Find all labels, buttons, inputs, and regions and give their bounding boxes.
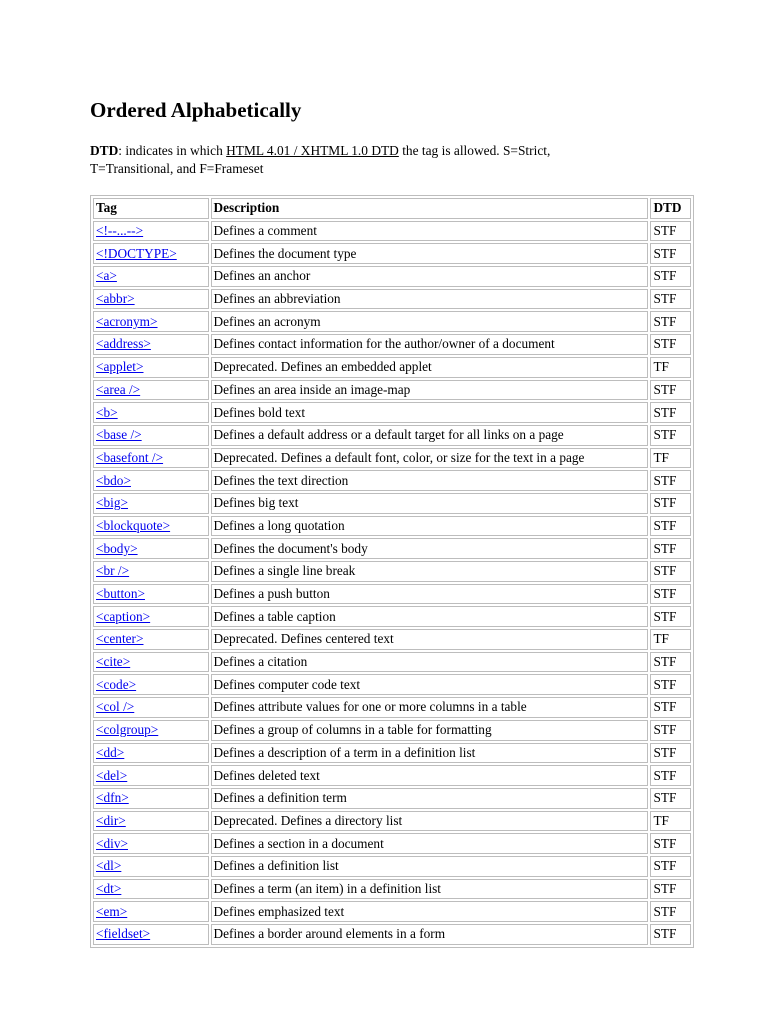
tag-cell bbox=[93, 629, 209, 650]
table-row bbox=[93, 266, 691, 287]
dtd-cell: STF bbox=[650, 743, 691, 764]
table-row bbox=[93, 380, 691, 401]
tag-link[interactable]: <abbr> bbox=[96, 291, 135, 307]
header-dtd: DTD bbox=[650, 198, 691, 219]
description-cell: Deprecated. Defines an embedded applet bbox=[211, 357, 649, 378]
table-row bbox=[93, 833, 691, 854]
dtd-cell: STF bbox=[650, 856, 691, 877]
description-cell: Defines emphasized text bbox=[211, 901, 649, 922]
tag-link[interactable]: <code> bbox=[96, 676, 137, 692]
table-row bbox=[93, 425, 691, 446]
tag-link[interactable]: <em> bbox=[96, 903, 128, 919]
tag-cell bbox=[93, 470, 209, 491]
dtd-label: DTD bbox=[90, 143, 119, 158]
tag-link[interactable]: <dt> bbox=[96, 880, 122, 896]
description-cell: Defines an area inside an image-map bbox=[211, 380, 649, 401]
tag-cell bbox=[93, 720, 209, 741]
dtd-cell: STF bbox=[650, 561, 691, 582]
description-cell: Deprecated. Defines a directory list bbox=[211, 811, 649, 832]
description-cell: Defines the document type bbox=[211, 243, 649, 264]
dtd-cell: STF bbox=[650, 584, 691, 605]
intro-line-two: T=Transitional, and F=Frameset bbox=[90, 161, 264, 176]
intro-text-before-link: : indicates in which bbox=[118, 143, 227, 158]
tag-link[interactable]: <center> bbox=[96, 631, 144, 647]
table-row bbox=[93, 652, 691, 673]
tag-cell bbox=[93, 901, 209, 922]
tag-cell bbox=[93, 493, 209, 514]
tag-link[interactable]: <blockquote> bbox=[96, 517, 171, 533]
description-cell: Defines a definition term bbox=[211, 788, 649, 809]
description-cell: Defines deleted text bbox=[211, 765, 649, 786]
dtd-cell: STF bbox=[650, 516, 691, 537]
dtd-cell: STF bbox=[650, 311, 691, 332]
description-cell: Defines an acronym bbox=[211, 311, 649, 332]
table-row bbox=[93, 470, 691, 491]
dtd-cell: STF bbox=[650, 493, 691, 514]
description-cell: Defines the text direction bbox=[211, 470, 649, 491]
tag-link[interactable]: <area /> bbox=[96, 381, 141, 397]
tag-cell bbox=[93, 765, 209, 786]
table-row bbox=[93, 221, 691, 242]
page-title: Ordered Alphabetically bbox=[90, 98, 302, 122]
table-row bbox=[93, 311, 691, 332]
table-row bbox=[93, 720, 691, 741]
tag-cell bbox=[93, 674, 209, 695]
dtd-cell: STF bbox=[650, 243, 691, 264]
tag-link[interactable]: <big> bbox=[96, 495, 128, 511]
dtd-cell: TF bbox=[650, 811, 691, 832]
tag-cell bbox=[93, 743, 209, 764]
tag-link[interactable]: <body> bbox=[96, 540, 138, 556]
description-cell: Defines a citation bbox=[211, 652, 649, 673]
dtd-cell: STF bbox=[650, 221, 691, 242]
document-page bbox=[90, 96, 694, 948]
dtd-cell: STF bbox=[650, 901, 691, 922]
tag-cell bbox=[93, 879, 209, 900]
tag-link[interactable]: <div> bbox=[96, 835, 128, 851]
dtd-cell: STF bbox=[650, 924, 691, 945]
table-row bbox=[93, 357, 691, 378]
description-cell: Defines an abbreviation bbox=[211, 289, 649, 310]
tag-cell bbox=[93, 811, 209, 832]
tag-link[interactable]: <b> bbox=[96, 404, 118, 420]
tag-cell bbox=[93, 606, 209, 627]
table-row bbox=[93, 811, 691, 832]
table-body bbox=[93, 221, 691, 945]
tag-cell bbox=[93, 402, 209, 423]
tag-link[interactable]: <caption> bbox=[96, 608, 151, 624]
table-row bbox=[93, 289, 691, 310]
dtd-cell: STF bbox=[650, 652, 691, 673]
dtd-cell: STF bbox=[650, 697, 691, 718]
description-cell: Defines a long quotation bbox=[211, 516, 649, 537]
header-description: Description bbox=[211, 198, 649, 219]
tag-cell bbox=[93, 924, 209, 945]
table-row bbox=[93, 743, 691, 764]
description-cell: Defines an anchor bbox=[211, 266, 649, 287]
tag-link[interactable]: <dfn> bbox=[96, 790, 129, 806]
tag-link[interactable]: <basefont /> bbox=[96, 449, 164, 465]
dtd-cell: STF bbox=[650, 470, 691, 491]
table-row bbox=[93, 334, 691, 355]
table-row bbox=[93, 856, 691, 877]
tag-link[interactable]: <bdo> bbox=[96, 472, 131, 488]
table-row bbox=[93, 788, 691, 809]
description-cell: Defines big text bbox=[211, 493, 649, 514]
header-tag: Tag bbox=[93, 198, 209, 219]
tag-cell bbox=[93, 221, 209, 242]
dtd-cell: STF bbox=[650, 266, 691, 287]
dtd-cell: STF bbox=[650, 833, 691, 854]
tag-link[interactable]: <button> bbox=[96, 586, 145, 602]
tag-link[interactable]: <del> bbox=[96, 767, 128, 783]
description-cell: Defines a push button bbox=[211, 584, 649, 605]
tag-link[interactable]: <acronym> bbox=[96, 313, 158, 329]
table-row bbox=[93, 629, 691, 650]
tag-link[interactable]: <applet> bbox=[96, 359, 144, 375]
table-row bbox=[93, 538, 691, 559]
description-cell: Defines a group of columns in a table for formatting bbox=[211, 720, 649, 741]
tag-cell bbox=[93, 357, 209, 378]
description-cell: Defines a definition list bbox=[211, 856, 649, 877]
tag-cell bbox=[93, 856, 209, 877]
description-cell: Defines a section in a document bbox=[211, 833, 649, 854]
dtd-cell: STF bbox=[650, 720, 691, 741]
table-row bbox=[93, 924, 691, 945]
tag-link[interactable]: <colgroup> bbox=[96, 722, 159, 738]
table-row bbox=[93, 697, 691, 718]
tag-cell bbox=[93, 516, 209, 537]
dtd-reference-link[interactable]: HTML 4.01 / XHTML 1.0 DTD bbox=[226, 143, 399, 158]
tag-cell bbox=[93, 380, 209, 401]
tag-cell bbox=[93, 289, 209, 310]
description-cell: Defines bold text bbox=[211, 402, 649, 423]
description-cell: Defines attribute values for one or more columns in a table bbox=[211, 697, 649, 718]
table-row bbox=[93, 879, 691, 900]
description-cell: Defines a single line break bbox=[211, 561, 649, 582]
tag-cell bbox=[93, 425, 209, 446]
tag-cell bbox=[93, 697, 209, 718]
tag-cell bbox=[93, 584, 209, 605]
tag-link[interactable]: <dd> bbox=[96, 744, 125, 760]
tag-cell bbox=[93, 788, 209, 809]
description-cell: Defines a description of a term in a definition list bbox=[211, 743, 649, 764]
tag-link[interactable]: <col /> bbox=[96, 699, 135, 715]
dtd-cell: STF bbox=[650, 402, 691, 423]
dtd-cell: STF bbox=[650, 674, 691, 695]
description-cell: Deprecated. Defines centered text bbox=[211, 629, 649, 650]
tag-link[interactable]: <a> bbox=[96, 268, 117, 284]
dtd-cell: STF bbox=[650, 289, 691, 310]
tag-link[interactable]: <address> bbox=[96, 336, 151, 352]
description-cell: Defines a border around elements in a form bbox=[211, 924, 649, 945]
tag-link[interactable]: <base /> bbox=[96, 427, 142, 443]
tag-cell bbox=[93, 561, 209, 582]
tag-link[interactable]: <dl> bbox=[96, 858, 122, 874]
tag-link[interactable]: <br /> bbox=[96, 563, 130, 579]
table-row bbox=[93, 674, 691, 695]
table-row bbox=[93, 606, 691, 627]
table-row bbox=[93, 584, 691, 605]
table-row bbox=[93, 765, 691, 786]
table-row bbox=[93, 493, 691, 514]
dtd-cell: STF bbox=[650, 538, 691, 559]
tag-reference-table bbox=[90, 195, 694, 948]
description-cell: Defines contact information for the author/owner of a document bbox=[211, 334, 649, 355]
description-cell: Defines computer code text bbox=[211, 674, 649, 695]
tag-link[interactable]: <dir> bbox=[96, 812, 126, 828]
description-cell: Defines a comment bbox=[211, 221, 649, 242]
dtd-cell: STF bbox=[650, 765, 691, 786]
table-row bbox=[93, 561, 691, 582]
tag-cell bbox=[93, 243, 209, 264]
dtd-cell: STF bbox=[650, 788, 691, 809]
tag-cell bbox=[93, 266, 209, 287]
tag-link[interactable]: <fieldset> bbox=[96, 926, 151, 942]
tag-link[interactable]: <!--...--> bbox=[96, 223, 144, 239]
tag-cell bbox=[93, 833, 209, 854]
dtd-cell: STF bbox=[650, 334, 691, 355]
table-row bbox=[93, 402, 691, 423]
tag-cell bbox=[93, 652, 209, 673]
tag-link[interactable]: <!DOCTYPE> bbox=[96, 245, 177, 261]
table-row bbox=[93, 448, 691, 469]
tag-cell bbox=[93, 448, 209, 469]
intro-text-after-link: the tag is allowed. S=Strict, bbox=[398, 143, 551, 158]
tag-cell bbox=[93, 311, 209, 332]
description-cell: Defines a default address or a default target for all links on a page bbox=[211, 425, 649, 446]
tag-link[interactable]: <cite> bbox=[96, 654, 131, 670]
dtd-cell: STF bbox=[650, 425, 691, 446]
tag-cell bbox=[93, 538, 209, 559]
table-row bbox=[93, 516, 691, 537]
description-cell: Defines a term (an item) in a definition list bbox=[211, 879, 649, 900]
dtd-cell: TF bbox=[650, 629, 691, 650]
description-cell: Defines the document's body bbox=[211, 538, 649, 559]
dtd-cell: TF bbox=[650, 357, 691, 378]
table-header-row bbox=[93, 198, 691, 219]
dtd-cell: STF bbox=[650, 380, 691, 401]
dtd-cell: TF bbox=[650, 448, 691, 469]
dtd-cell: STF bbox=[650, 606, 691, 627]
table-row bbox=[93, 243, 691, 264]
description-cell: Defines a table caption bbox=[211, 606, 649, 627]
description-cell: Deprecated. Defines a default font, color, or size for the text in a page bbox=[211, 448, 649, 469]
tag-cell bbox=[93, 334, 209, 355]
dtd-intro-paragraph bbox=[90, 142, 694, 178]
dtd-cell: STF bbox=[650, 879, 691, 900]
table-row bbox=[93, 901, 691, 922]
